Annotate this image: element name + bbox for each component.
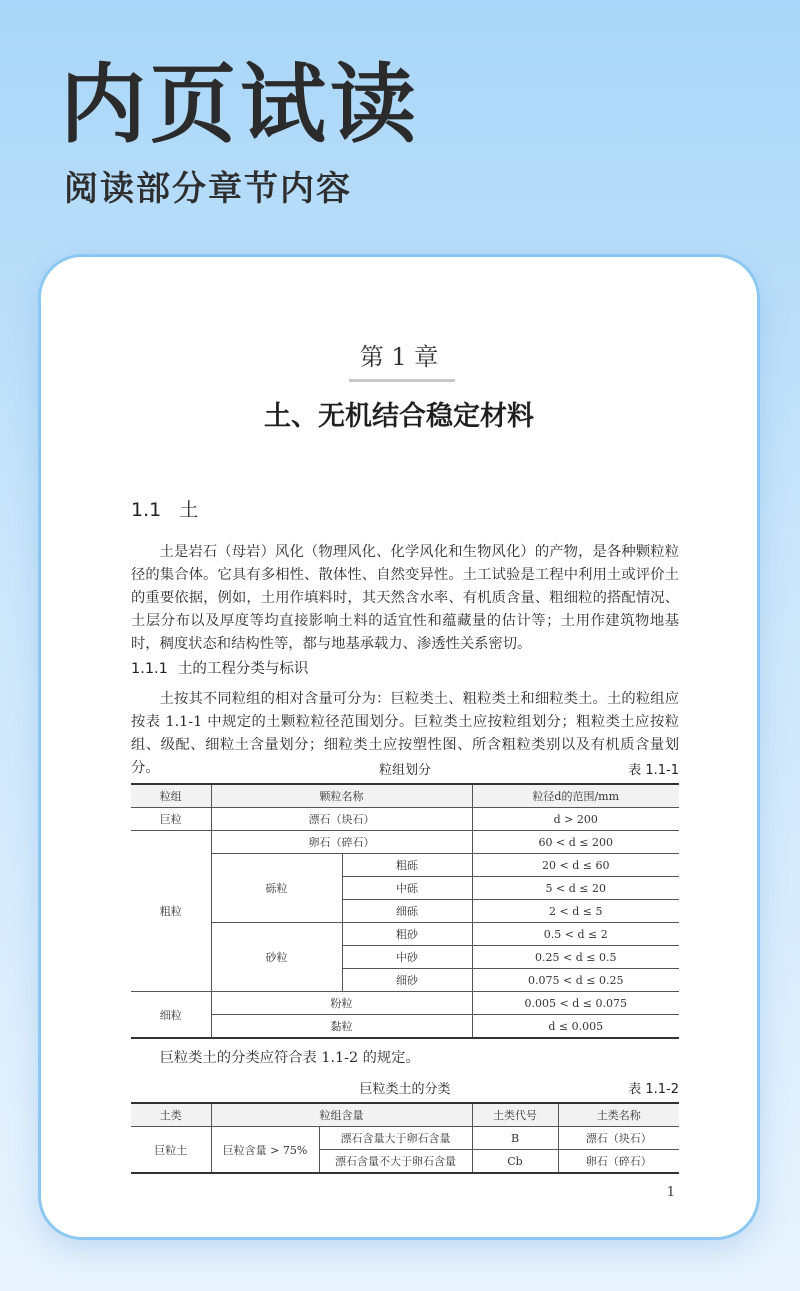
- table-cell: 20 < d ≤ 60: [472, 854, 679, 877]
- table-cell: 0.075 < d ≤ 0.25: [472, 969, 679, 992]
- section-number: 1.1: [131, 499, 162, 521]
- table-cell: 漂石（块石）: [558, 1127, 679, 1150]
- subsection-title: 土的工程分类与标识: [177, 661, 309, 677]
- chapter-label: 第 1 章: [359, 343, 439, 371]
- table-particle-groups: [131, 783, 679, 1039]
- table-cell: 卵石（碎石）: [558, 1150, 679, 1174]
- table-cell: 中砂: [342, 946, 472, 969]
- table-row: [131, 923, 679, 946]
- table2-header-type: 土类: [131, 1103, 211, 1127]
- table-cell: 巨粒含量 > 75%: [211, 1127, 319, 1174]
- subsection-number: 1.1.1: [131, 661, 168, 677]
- table-cell: 粗砂: [342, 923, 472, 946]
- table-row: [131, 808, 679, 831]
- book-page: [41, 257, 757, 1237]
- table-cell: 卵石（碎石）: [211, 831, 472, 854]
- section-title: 土: [179, 499, 199, 521]
- table-cell: 漂石含量大于卵石含量: [319, 1127, 472, 1150]
- chapter-title: 土、无机结合稳定材料: [264, 401, 534, 432]
- table-cell: B: [472, 1127, 558, 1150]
- table2-title: 巨粒类土的分类: [359, 1082, 451, 1097]
- table-cell: 砾粒: [211, 854, 342, 923]
- table-cell: 细砾: [342, 900, 472, 923]
- table-cell: 细粒: [131, 992, 211, 1039]
- table2-header-content: 粒组含量: [211, 1103, 472, 1127]
- table-boulder-soil: [131, 1102, 679, 1174]
- table-cell: 细砂: [342, 969, 472, 992]
- table-cell: 漂石（块石）: [211, 808, 472, 831]
- section-heading: [131, 501, 198, 520]
- table1-number: 表 1.1-1: [628, 763, 679, 778]
- table-cell: 5 < d ≤ 20: [472, 877, 679, 900]
- table-cell: 0.005 < d ≤ 0.075: [472, 992, 679, 1015]
- paragraph-table-ref: 巨粒类土的分类应符合表 1.1-2 的规定。: [159, 1050, 420, 1066]
- table-row: [131, 992, 679, 1015]
- subsection-heading: [131, 662, 308, 677]
- table2-number: 表 1.1-2: [628, 1082, 679, 1097]
- table-cell: 0.5 < d ≤ 2: [472, 923, 679, 946]
- table-cell: 60 < d ≤ 200: [472, 831, 679, 854]
- table-cell: d ≤ 0.005: [472, 1015, 679, 1039]
- hero-subtitle: 阅读部分章节内容: [64, 169, 352, 209]
- table2-header-name: 土类名称: [558, 1103, 679, 1127]
- table1-header-name: 颗粒名称: [211, 784, 472, 808]
- preview-card: [38, 254, 760, 1240]
- table-row: [131, 854, 679, 877]
- table-row: [131, 1127, 679, 1150]
- paragraph-intro: 土是岩石（母岩）风化（物理风化、化学风化和生物风化）的产物，是各种颗粒粒径的集合体。它具有多相性、散体性、自然变异性。土工试验是工程中利用土或评价土的重要依据，例如，土用作填料时，其天然含水率、有机质含量、粗细粒的搭配情况、土层分布以及厚度等均直接影响土料的适宜性和蕴藏量的估计等；土用作建筑物地基时，稠度状态和结构性等，都与地基承载力、渗透性关系密切。: [131, 544, 679, 652]
- table-cell: 砂粒: [211, 923, 342, 992]
- chapter-divider: [349, 379, 455, 382]
- table-cell: 粉粒: [211, 992, 472, 1015]
- table-cell: 巨粒: [131, 808, 211, 831]
- table1-header-group: 粒组: [131, 784, 211, 808]
- paragraph-classification: 土按其不同粒组的相对含量可分为：巨粒类土、粗粒类土和细粒类土。土的粒组应按表 1.1-1 中规定的土颗粒粒径范围划分。巨粒类土应按粒组划分；粗粒类土应按粒组、级配、细粒土含量划分；细粒类土应按塑性图、所含粗粒类别以及有机质含量划分。: [131, 691, 679, 776]
- table-cell: 0.25 < d ≤ 0.5: [472, 946, 679, 969]
- table-cell: 中砾: [342, 877, 472, 900]
- table2-header-code: 土类代号: [472, 1103, 558, 1127]
- table-cell: 漂石含量不大于卵石含量: [319, 1150, 472, 1174]
- page-number: 1: [666, 1185, 675, 1200]
- hero-title: 内页试读: [60, 55, 420, 155]
- table-cell: 粗粒: [131, 831, 211, 992]
- table-row: [131, 831, 679, 854]
- table-cell: 黏粒: [211, 1015, 472, 1039]
- table-row: [131, 1015, 679, 1039]
- table-cell: 2 < d ≤ 5: [472, 900, 679, 923]
- table1-header-range: 粒径d的范围/mm: [472, 784, 679, 808]
- table-cell: d > 200: [472, 808, 679, 831]
- table-cell: Cb: [472, 1150, 558, 1174]
- table-cell: 粗砾: [342, 854, 472, 877]
- table-cell: 巨粒土: [131, 1127, 211, 1174]
- table1-title: 粒组划分: [378, 763, 431, 778]
